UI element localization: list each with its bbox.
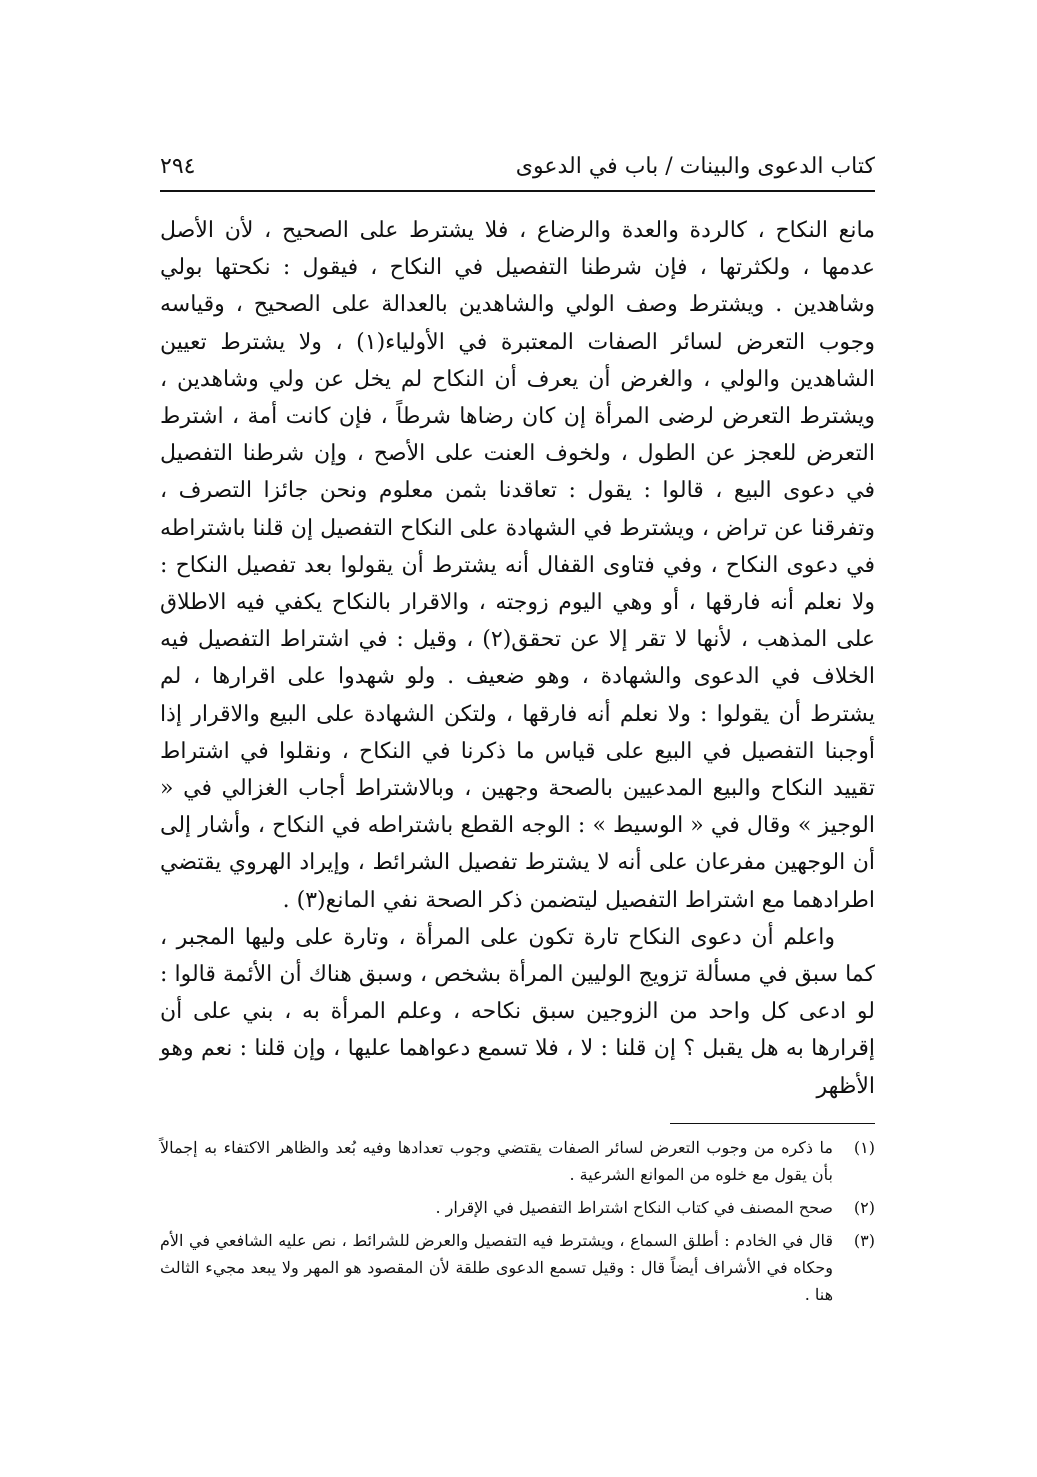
footnote-number: (١)	[853, 1137, 875, 1157]
chapter-title: كتاب الدعوى والبينات / باب في الدعوى	[515, 154, 875, 179]
footnote-text: قال في الخادم : أطلق السماع ، ويشترط فيه التفصيل والعرض للشرائط ، نص عليه الشافعي في الأم وحكاه في الأشراف أيضاً قال : وقيل تسمع الدعوى طلقة لأن المقصود هو المهر ولا يبعد مجيء الثالث هنا .	[160, 1230, 833, 1304]
page-number: ٢٩٤	[160, 154, 196, 179]
footnote	[160, 1134, 875, 1188]
main-text	[160, 212, 875, 1105]
footnote-number: (٣)	[853, 1230, 875, 1250]
footnotes	[160, 1134, 875, 1308]
footnote-text: صحح المصنف في كتاب النكاح اشتراط التفصيل في الإقرار .	[435, 1197, 833, 1217]
running-header	[160, 150, 875, 192]
footnote-divider	[670, 1123, 875, 1124]
footnote-text: ما ذكره من وجوب التعرض لسائر الصفات يقتضي وجوب تعدادها وفيه بُعد والظاهر الاكتفاء به إجمالاً بأن يقول مع خلوه من الموانع الشرعية .	[160, 1137, 833, 1184]
paragraph: واعلم أن دعوى النكاح تارة تكون على المرأة ، وتارة على وليها المجبر ، كما سبق في مسألة تزويج الوليين المرأة بشخص ، وسبق هناك أن الأئمة قالوا : لو ادعى كل واحد من الزوجين سبق نكاحه ، وعلم المرأة به ، بني على أن إقرارها به هل يقبل ؟ إن قلنا : لا ، فلا تسمع دعواهما عليها ، وإن قلنا : نعم وهو الأظهر	[160, 924, 875, 1099]
document-page	[160, 150, 875, 1314]
footnote	[160, 1194, 875, 1221]
paragraph: مانع النكاح ، كالردة والعدة والرضاع ، فلا يشترط على الصحيح ، لأن الأصل عدمها ، ولكثرتها ، فإن شرطنا التفصيل في النكاح ، فيقول : نكحتها بولي وشاهدين . ويشترط وصف الولي والشاهدين بالعدالة على الصحيح ، وقياسه وجوب التعرض لسائر الصفات المعتبرة في الأولياء(١) ، ولا يشترط تعيين الشاهدين والولي ، والغرض أن يعرف أن النكاح لم يخل عن ولي وشاهدين ، ويشترط التعرض لرضى المرأة إن كان رضاها شرطاً ، فإن كانت أمة ، اشترط التعرض للعجز عن الطول ، ولخوف العنت على الأصح ، وإن شرطنا التفصيل في دعوى البيع ، قالوا : يقول : تعاقدنا بثمن معلوم ونحن جائزا التصرف ، وتفرقنا عن تراض ، ويشترط في الشهادة على النكاح التفصيل إن قلنا باشتراطه في دعوى النكاح ، وفي فتاوى القفال أنه يشترط أن يقولوا بعد تفصيل النكاح : ولا نعلم أنه فارقها ، أو وهي اليوم زوجته ، والاقرار بالنكاح يكفي فيه الاطلاق على المذهب ، لأنها لا تقر إلا عن تحقق(٢) ، وقيل : في اشتراط التفصيل فيه الخلاف في الدعوى والشهادة ، وهو ضعيف . ولو شهدوا على اقرارها ، لم يشترط أن يقولوا : ولا نعلم أنه فارقها ، ولتكن الشهادة على البيع والاقرار إذا أوجبنا التفصيل في البيع على قياس ما ذكرنا في النكاح ، ونقلوا في اشتراط تقييد النكاح والبيع المدعيين بالصحة وجهين ، وبالاشتراط أجاب الغزالي في « الوجيز » وقال في « الوسيط » : الوجه القطع باشتراطه في النكاح ، وأشار إلى أن الوجهين مفرعان على أنه لا يشترط تفصيل الشرائط ، وإيراد الهروي يقتضي اطرادهما مع اشتراط التفصيل ليتضمن ذكر الصحة نفي المانع(٣) .	[160, 218, 875, 913]
footnote-number: (٢)	[853, 1197, 875, 1217]
footnote	[160, 1227, 875, 1308]
